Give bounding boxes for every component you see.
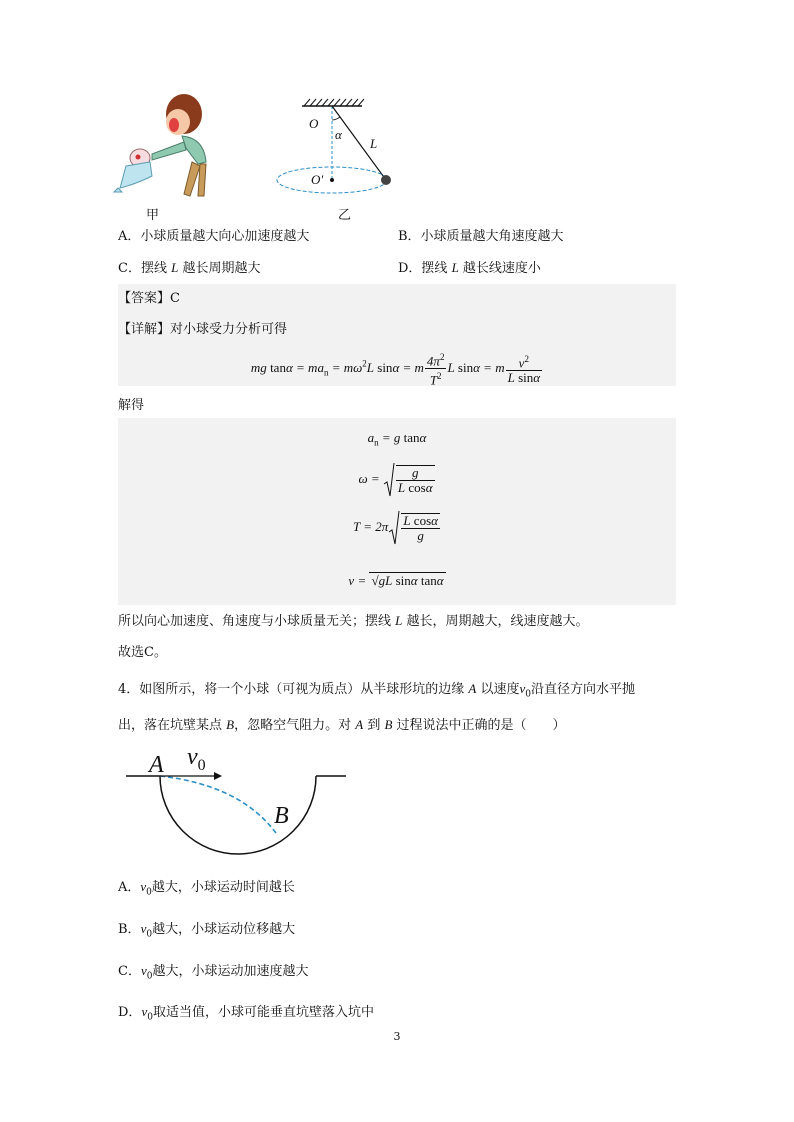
fig-label-A: A <box>149 752 164 778</box>
fig-label-v0: $v_0$ <box>187 744 206 774</box>
q4-option-c: C．$v_0$越大，小球运动加速度越大 <box>118 963 309 982</box>
label-alpha: α <box>335 127 342 142</box>
eq-omega: ω = $\frac{g}{\text{L cosα}}$ <box>358 465 433 495</box>
figure-jia-label: 甲 <box>146 208 160 223</box>
force-equation: mg $\tan\alpha = ma_n = m\omega^2L$ sinα = m $\frac{4\pi^2}{T^2}$ L sinα = m $\frac{v^2}{\text{L sinα}}$ <box>250 352 541 388</box>
label-L: L <box>370 136 378 151</box>
q3-option-a: A．小球质量越大向心加速度越大 <box>118 229 310 244</box>
adult-arms <box>152 142 186 160</box>
solve-label: 解得 <box>118 398 145 413</box>
q3-option-b: B．小球质量越大角速度越大 <box>398 229 564 244</box>
figure-jia-illustration <box>112 92 222 202</box>
q3-option-c: C．摆线 L 越长周期越大 <box>118 260 261 276</box>
pendulum-ball <box>381 175 391 185</box>
center-dot <box>330 178 334 182</box>
fig-label-B: B <box>274 803 289 829</box>
label-O-prime: O′ <box>311 172 324 187</box>
q4-stem-line1: 4．如图所示，将一个小球（可视为质点）从半球形坑的边缘 A 以速度$v_0$沿直径方向水平抛 <box>118 681 636 700</box>
velocity-arrow-head <box>214 772 222 780</box>
detail-line: 【详解】对小球受力分析可得 <box>118 322 288 337</box>
figure-yi-diagram <box>270 96 400 206</box>
pendulum-string <box>332 106 386 180</box>
child-body <box>120 162 152 188</box>
final-choice: 故选C。 <box>118 645 167 660</box>
q4-option-b: B．$v_0$越大，小球运动位移越大 <box>118 921 296 940</box>
pit-arc <box>160 776 316 854</box>
q3-option-d: D．摆线 L 越长线速度小 <box>398 260 541 276</box>
q4-option-d: D．$v_0$取适当值，小球可能垂直坑壁落入坑中 <box>118 1004 374 1023</box>
eq-velocity: v = √gL sinα tanα <box>348 573 444 588</box>
adult-mouth <box>169 118 179 132</box>
adult-legs <box>184 162 200 196</box>
conclusion-line: 所以向心加速度、角速度与小球质量无关；摆线 L 越长，周期越大，线速度越大。 <box>118 613 589 629</box>
page-number: 3 <box>393 1030 401 1043</box>
q4-option-a: A．$v_0$越大，小球运动时间越长 <box>118 879 295 898</box>
label-O: O <box>309 116 319 131</box>
eq-acceleration: $a_n = g$ tanα <box>367 430 427 448</box>
answer-line: 【答案】C <box>118 291 180 306</box>
angle-arc <box>332 117 340 120</box>
q4-stem-line2: 出，落在坑壁某点 B，忽略空气阻力。对 A 到 B 过程说法中正确的是（ ） <box>118 717 566 733</box>
eq-period: T = 2π $\frac{\text{L cosα}}{g}$ <box>353 513 438 543</box>
ceiling-hatch <box>304 99 364 106</box>
figure-yi-label: 乙 <box>338 208 352 223</box>
